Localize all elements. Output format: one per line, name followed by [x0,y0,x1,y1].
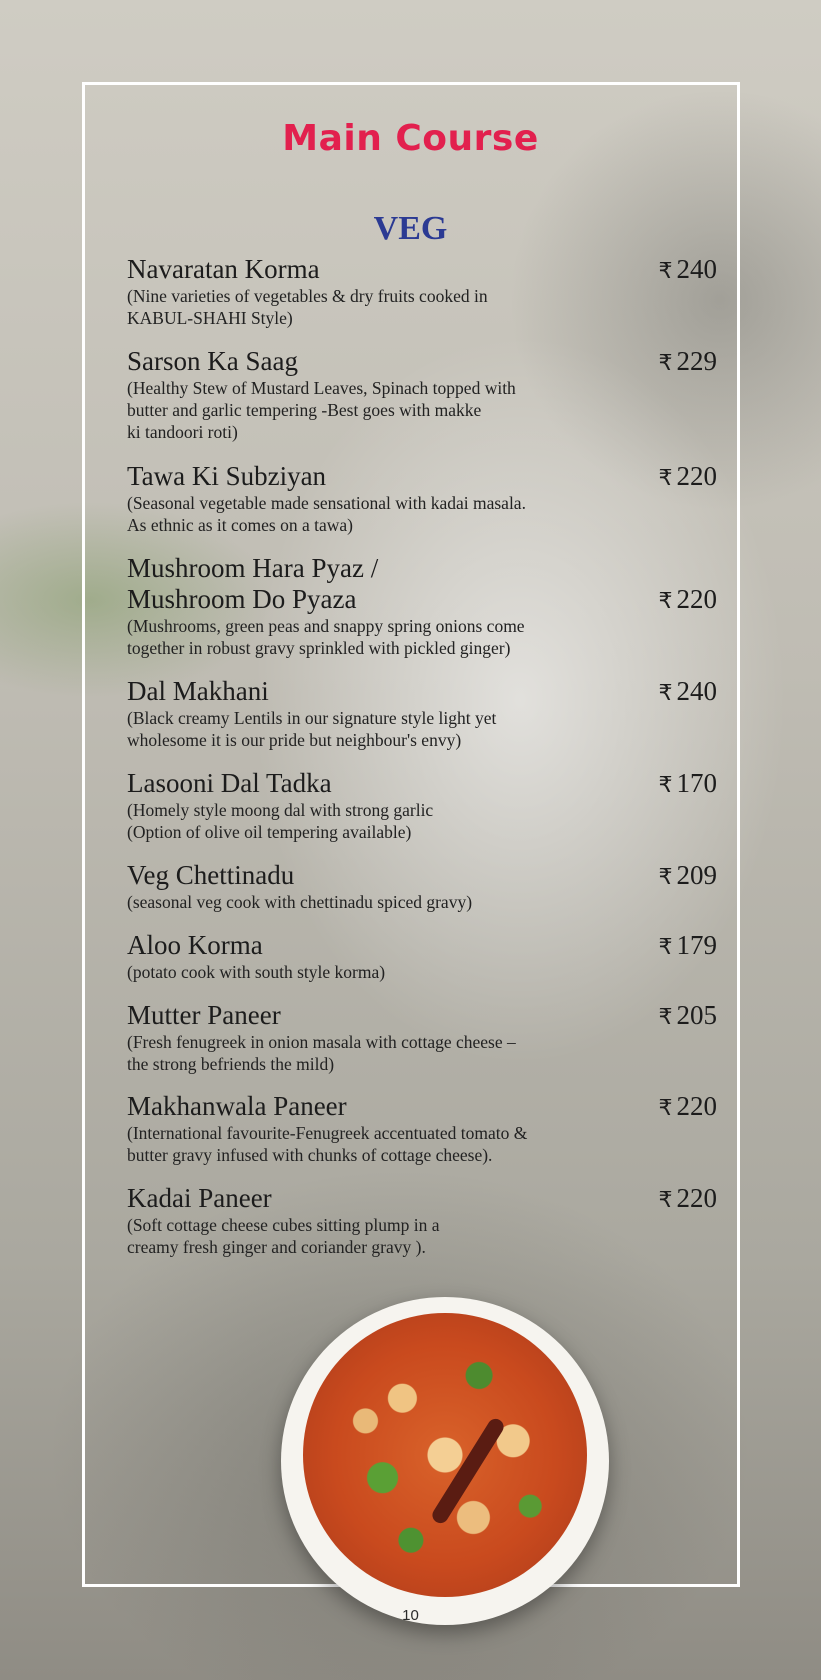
page-number: 10 [402,1607,419,1624]
price-value: 220 [676,461,717,491]
item-description: (Nine varieties of vegetables & dry fruits cooked in KABUL-SHAHI Style) [127,286,488,328]
item-name: Mutter Paneer [127,1000,281,1030]
rupee-icon: ₹ [658,588,673,613]
curry-surface [303,1313,587,1597]
rupee-icon: ₹ [658,864,673,889]
item-price [659,584,718,616]
price-value: 209 [676,860,717,890]
item-price [659,1000,718,1032]
price-value: 179 [676,930,717,960]
menu-item [127,1091,717,1166]
item-name: Aloo Korma [127,930,263,960]
menu-item [127,346,717,443]
item-description: (International favourite-Fenugreek accentuated tomato & butter gravy infused with chunks of cottage cheese). [127,1123,528,1165]
item-description: (seasonal veg cook with chettinadu spiced gravy) [127,892,473,912]
item-price [659,930,718,962]
item-price [659,1183,718,1215]
item-price [659,768,718,800]
item-description: (Soft cottage cheese cubes sitting plump in a creamy fresh ginger and coriander gravy ). [127,1215,440,1257]
price-value: 240 [676,254,717,284]
item-name: Navaratan Korma [127,254,320,284]
price-value: 220 [676,1183,717,1213]
kadai-paneer-dish-image [281,1297,609,1625]
rupee-icon: ₹ [658,258,673,283]
item-price [659,676,718,708]
item-name: Sarson Ka Saag [127,346,298,376]
red-chili-garnish [429,1416,506,1526]
item-description: (Seasonal vegetable made sensational with kadai masala. As ethnic as it comes on a tawa) [127,493,526,535]
menu-item [127,553,717,659]
item-name: Mushroom Hara Pyaz / Mushroom Do Pyaza [127,553,379,614]
item-description: (Healthy Stew of Mustard Leaves, Spinach topped with butter and garlic tempering -Best goes with makke ki tandoori roti) [127,378,516,442]
menu-item [127,254,717,329]
item-name: Lasooni Dal Tadka [127,768,332,798]
price-value: 240 [676,676,717,706]
rupee-icon: ₹ [658,772,673,797]
item-description: (Fresh fenugreek in onion masala with cottage cheese – the strong befriends the mild) [127,1032,516,1074]
item-price [659,1091,718,1123]
item-name: Tawa Ki Subziyan [127,461,327,491]
item-name: Dal Makhani [127,676,269,706]
rupee-icon: ₹ [658,1187,673,1212]
rupee-icon: ₹ [658,1004,673,1029]
item-description: (Black creamy Lentils in our signature style light yet wholesome it is our pride but neighbour's envy) [127,708,497,750]
item-name: Veg Chettinadu [127,860,295,890]
section-heading-veg: VEG [373,210,448,247]
item-name: Kadai Paneer [127,1183,272,1213]
price-value: 229 [676,346,717,376]
item-price [659,254,718,286]
menu-item [127,768,717,843]
menu-item [127,461,717,536]
rupee-icon: ₹ [658,1095,673,1120]
rupee-icon: ₹ [658,465,673,490]
item-price [659,346,718,378]
rupee-icon: ₹ [658,680,673,705]
item-description: (Mushrooms, green peas and snappy spring onions come together in robust gravy sprinkled with pickled ginger) [127,616,525,658]
item-description: (Homely style moong dal with strong garlic (Option of olive oil tempering available) [127,800,434,842]
menu-item [127,860,717,913]
item-price [659,461,718,493]
page-title: Main Course [282,118,539,159]
price-value: 220 [676,1091,717,1121]
price-value: 205 [676,1000,717,1030]
menu-item [127,676,717,751]
menu-item [127,1000,717,1075]
item-name: Makhanwala Paneer [127,1091,347,1121]
price-value: 220 [676,584,717,614]
menu-item [127,1183,717,1258]
item-price [659,860,718,892]
rupee-icon: ₹ [658,350,673,375]
rupee-icon: ₹ [658,934,673,959]
menu-item [127,930,717,983]
item-description: (potato cook with south style korma) [127,962,386,982]
price-value: 170 [676,768,717,798]
